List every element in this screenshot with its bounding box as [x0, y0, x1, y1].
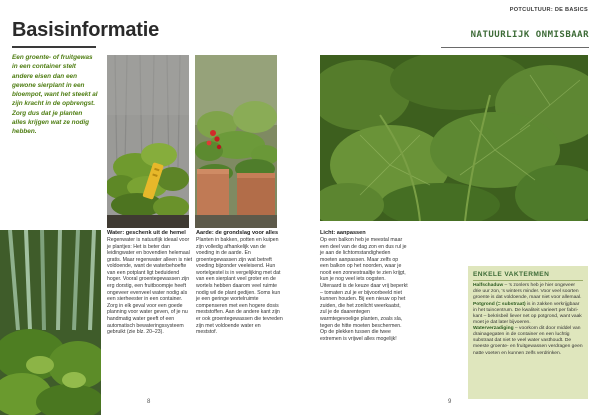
column-water: [107, 230, 194, 336]
page-title: Basisinformatie: [12, 19, 160, 41]
column-body: Planten in bakken, potten en kuipen zijn volledig afhankelijk van de voeding in de aarde. En groentegewassen zijn wat betreft voeding bijzonder veeleisend. Hun wortelgestel is in vergelijking met dat van een sierplant veel groter en de wortels hebben daarom veel ruimte nodig wil de plant gedijen. Soms kun je een geringe wortelruimte compenseren met een hogere dosis meststoffen. Aan de andere kant zijn er ook groentegewassen die tevreden zijn met voldoende water en meststof.: [196, 236, 283, 336]
photo-courgette-leaves: [320, 55, 588, 221]
term-definition: is in zakken verkrijgbaar in het tuincentrum. De kwaliteit varieert per fabrikant – bekrisbeil liever net op potgrond, want vaak moet je dat later bijvoeren.: [473, 301, 582, 325]
term-definition: – voorkom dit door middel van drainagegaten in de container en een luchtig substraat dat niet te veel water vasthoudt. De meeste groente- en fruitgewassen verdragen geen natte voeten en kunnen zelfs verdrinken.: [473, 326, 583, 356]
terms-box-divider: [473, 280, 583, 281]
column-heading: Aarde: de grondslag voor alles: [196, 230, 279, 236]
column-heading: Water: geschenk uit de hemel: [107, 230, 186, 236]
term-label: Waterverzadiging: [473, 326, 514, 332]
column-body: Regenwater is natuurlijk ideaal voor je plantjes: Het is beter dan leidingwater en bovendien helemaal gratis. Maar regenwater alleen is niet voldoende, want de waterbehoefte van een potplant ligt beduidend hoger. Vooral groentegewassen zijn erg dorstig, een fruitboompje heeft ongeveer evenveel water nodig als een sierheester in een container. Zorg in elk geval voor een goede planning voor water geven, of je nu handmatig water geeft of een automatisch bewateringssysteem gebruikt (zie blz. 20–23).: [107, 236, 193, 336]
tagline-underline: [441, 47, 589, 48]
column-heading: Licht: aanpassen: [320, 230, 366, 236]
photo-basil-seedlings: [107, 55, 189, 228]
term-label: Halfschaduw: [473, 283, 504, 288]
page-number-right: 9: [448, 399, 452, 405]
term-entry: [473, 283, 583, 301]
intro-text: Een groente- of fruitgewas in een container stelt andere eisen dan een gewone sierplant in een bloempot, want het steekt al zijn kracht in de opbrengst. Zorg dus dat je planten alles krijgen wat ze nodig hebben.: [12, 54, 98, 136]
column-body: Op een balkon heb je meestal maar een deel van de dag zon en dus rul je je aan de lichtomstandigheden moeten aanpassen. Maar zelfs op een balkon op het noorden, waar je nooit een zonnestraaltje te zien krijgt, kun je nog veel iets oogsten. Uiteraard is de keuze daar vrij beperkt – tomaten zul je er bijvoorbeeld niet kunnen houden. Bij een nieuw op het zuiden, die het zonlicht weerkaatst, zul je de daarentegen warmtegevoelige planten, zoals sla, tegen de hitte moeten beschermen. Op de plekken tussen die twee extremen is vrijwel alles mogelijk!: [320, 236, 408, 342]
photo-strawberry-pots: [195, 55, 277, 228]
photo-lettuce-leeks: [0, 230, 101, 415]
column-soil: [196, 230, 283, 336]
term-entry: [473, 326, 583, 356]
running-head: POTCULTUUR: DE BASICS: [509, 7, 588, 13]
terms-sidebar-box: [468, 266, 588, 399]
term-entry: [473, 302, 583, 326]
column-light: [320, 230, 408, 342]
term-label: Potgrond (= substraat): [473, 301, 526, 307]
term-definition: – 's zonlers heb je hier ongeveer drie uur zon, 's winters minder. Voor veel soorten groente is dat voldoende, maar niet voor allemaal.: [473, 283, 582, 301]
terms-box-title: ENKELE VAKTERMEN: [473, 271, 550, 278]
title-underline: [12, 46, 96, 48]
section-tagline: NATUURLIJK ONMISBAAR: [470, 30, 589, 40]
page-number-left: 8: [147, 399, 151, 405]
